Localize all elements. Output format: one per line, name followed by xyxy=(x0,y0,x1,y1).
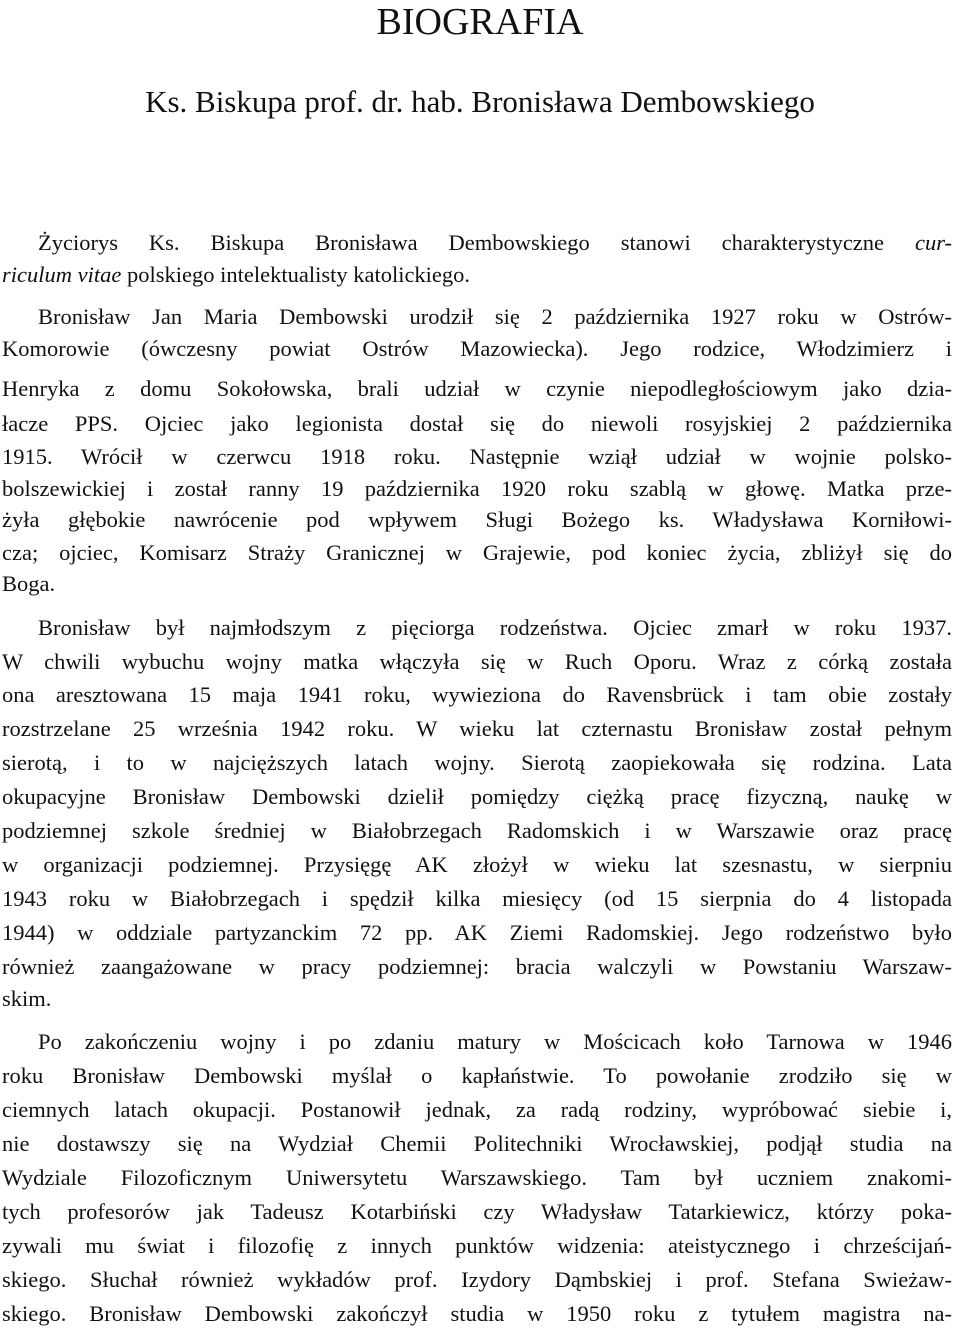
text-line xyxy=(2,1128,952,1160)
text-segment: Po zakończeniu wojny i po zdaniu matury w Mościcach koło Tarnowa w 1946 xyxy=(38,1029,952,1054)
text-segment: ona aresztowana 15 maja 1941 roku, wywieziona do Ravensbrück i tam obie zostały xyxy=(2,682,952,707)
text-line xyxy=(2,1196,952,1228)
document-title: BIOGRAFIA xyxy=(376,1,584,43)
text-line xyxy=(2,1264,952,1296)
text-segment: tych profesorów jak Tadeusz Kotarbiński czy Władysław Tatarkiewicz, którzy poka- xyxy=(2,1199,952,1224)
text-segment: Komorowie (ówczesny powiat Ostrów Mazowiecka). Jego rodzice, Włodzimierz i xyxy=(2,336,952,361)
text-line xyxy=(2,815,952,847)
text-line xyxy=(2,1060,952,1092)
text-segment: łacze PPS. Ojciec jako legionista dostał się do niewoli rosyjskiej 2 października xyxy=(2,411,952,436)
text-line xyxy=(2,781,952,813)
document-subtitle: Ks. Biskupa prof. dr. hab. Bronisława Dembowskiego xyxy=(145,84,815,119)
text-segment: żyła głębokie nawrócenie pod wpływem Sługi Bożego ks. Władysława Korniłowi- xyxy=(2,507,952,532)
text-segment: nie dostawszy się na Wydział Chemii Politechniki Wrocławskiej, podjął studia na xyxy=(2,1131,952,1156)
text-line xyxy=(2,747,952,779)
text-line xyxy=(2,1230,952,1262)
text-segment: okupacyjne Bronisław Dembowski dzielił pomiędzy ciężką pracę fizyczną, naukę w xyxy=(2,784,952,809)
text-segment: Wydziale Filozoficznym Uniwersytetu Warszawskiego. Tam był uczniem znakomi- xyxy=(2,1165,952,1190)
text-line xyxy=(2,504,952,536)
text-segment: Henryka z domu Sokołowska, brali udział w czynie niepodległościowym jako dzia- xyxy=(2,376,952,401)
text-line xyxy=(2,1298,952,1330)
text-line xyxy=(2,259,952,291)
text-segment: cur- xyxy=(914,230,952,255)
text-segment: ciemnych latach okupacji. Postanowił jednak, za radą rodziny, wypróbować siebie i, xyxy=(2,1097,952,1122)
text-segment: roku Bronisław Dembowski myślał o kapłaństwie. To powołanie zrodziło się w xyxy=(2,1063,952,1088)
text-line xyxy=(2,1094,952,1126)
text-segment: również zaangażowane w pracy podziemnej: bracia walczyli w Powstaniu Warszaw- xyxy=(2,954,952,979)
text-segment: riculum vitae xyxy=(2,262,122,287)
text-segment: rozstrzelane 25 września 1942 roku. W wieku lat czternastu Bronisław został pełnym xyxy=(2,716,952,741)
text-line xyxy=(2,333,952,365)
text-segment: Bronisław był najmłodszym z pięciorga rodzeństwa. Ojciec zmarł w roku 1937. xyxy=(38,615,952,640)
text-segment: skiego. Słuchał również wykładów prof. Izydory Dąmbskiej i prof. Stefana Swieżaw- xyxy=(2,1267,952,1292)
text-line xyxy=(2,679,952,711)
text-segment: 1944) w oddziale partyzanckim 72 pp. AK Ziemi Radomskiej. Jego rodzeństwo było xyxy=(2,920,952,945)
text-line xyxy=(2,951,952,983)
text-line xyxy=(38,227,952,259)
text-line xyxy=(2,441,952,473)
text-line xyxy=(2,849,952,881)
text-segment: 1943 roku w Białobrzegach i spędził kilka miesięcy (od 15 sierpnia do 4 listopada xyxy=(2,886,952,911)
text-segment: zywali mu świat i filozofię z innych punktów widzenia: ateistycznego i chrześcijań- xyxy=(2,1233,952,1258)
text-line xyxy=(38,301,952,333)
text-line xyxy=(2,917,952,949)
text-line xyxy=(38,1026,952,1058)
text-segment: skiego. Bronisław Dembowski zakończył studia w 1950 roku z tytułem magistra na- xyxy=(2,1301,952,1326)
text-segment: Bronisław Jan Maria Dembowski urodził się 2 października 1927 roku w Ostrów- xyxy=(38,304,952,329)
text-line xyxy=(2,713,952,745)
text-line xyxy=(2,408,952,440)
text-line xyxy=(2,983,952,1015)
text-segment: skim. xyxy=(2,986,52,1011)
text-line xyxy=(2,883,952,915)
text-segment: 1915. Wrócił w czerwcu 1918 roku. Następnie wziął udział w wojnie polsko- xyxy=(2,444,952,469)
text-segment: sierotą, i to w najcięższych latach wojny. Sierotą zaopiekowała się rodzina. Lata xyxy=(2,750,952,775)
text-line xyxy=(2,537,952,569)
text-line xyxy=(2,473,952,505)
text-line xyxy=(2,646,952,678)
text-segment: w organizacji podziemnej. Przysięgę AK złożył w wieku lat szesnastu, w sierpniu xyxy=(2,852,952,877)
text-line xyxy=(2,568,952,600)
text-line xyxy=(2,1162,952,1194)
text-segment: Życiorys Ks. Biskupa Bronisława Dembowskiego stanowi charakterystyczne xyxy=(38,230,915,255)
text-line xyxy=(38,612,952,644)
text-segment: W chwili wybuchu wojny matka włączyła się w Ruch Oporu. Wraz z córką została xyxy=(2,649,952,674)
text-segment: podziemnej szkole średniej w Białobrzegach Radomskich i w Warszawie oraz pracę xyxy=(2,818,952,843)
text-line xyxy=(2,373,952,405)
text-segment: cza; ojciec, Komisarz Straży Granicznej w Grajewie, pod koniec życia, zbliżył się do xyxy=(2,540,952,565)
text-segment: polskiego intelektualisty katolickiego. xyxy=(121,262,471,287)
text-segment: Boga. xyxy=(2,571,56,596)
text-segment: bolszewickiej i został ranny 19 października 1920 roku szablą w głowę. Matka prze- xyxy=(2,476,952,501)
